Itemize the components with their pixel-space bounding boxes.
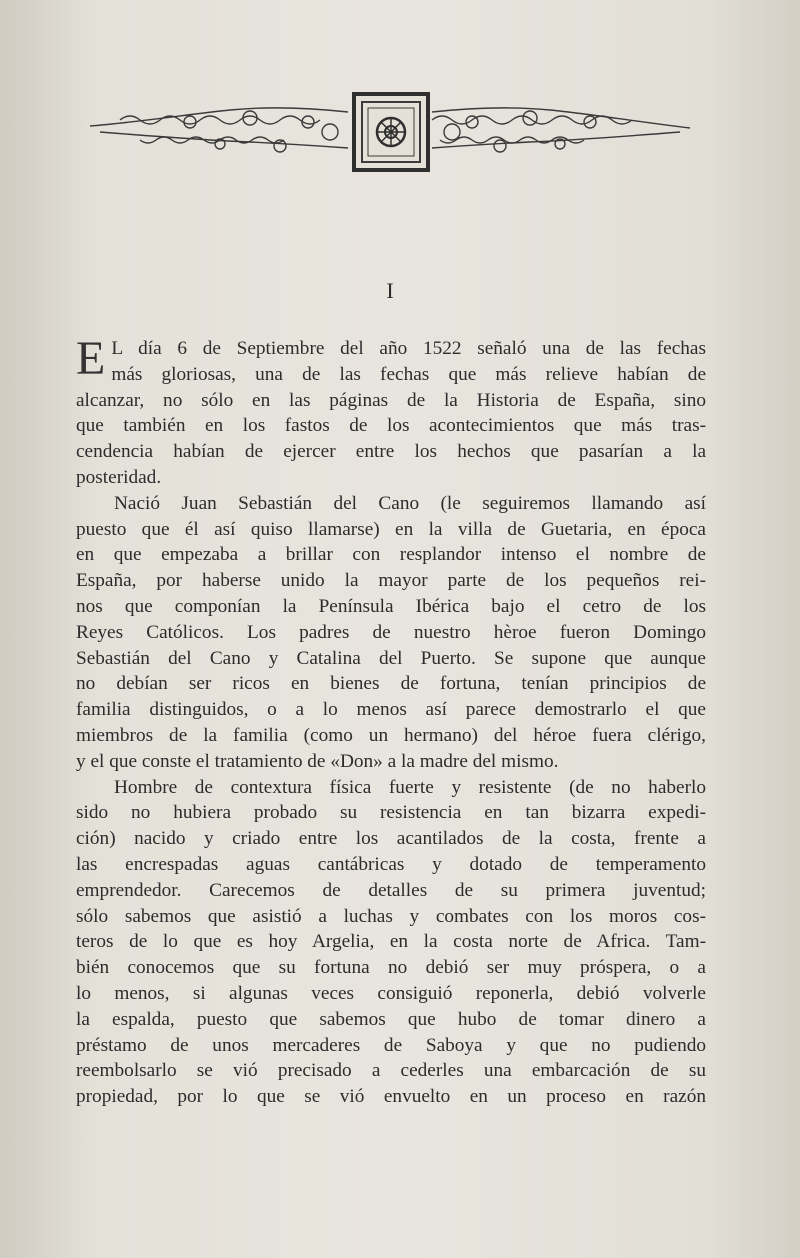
body-text (76, 332, 706, 1110)
text-line: teros de lo que es hoy Argelia, en la costa norte de Africa. Tam- (76, 931, 706, 953)
paragraph-2 (76, 491, 706, 775)
text-line: no debían ser ricos en bienes de fortuna, tenían principios de (76, 673, 706, 695)
paragraph-3 (76, 775, 706, 1110)
chapter-number: I (386, 278, 394, 303)
text-line: y el que conste el tratamiento de «Don» a la madre del mismo. (76, 750, 559, 772)
text-line: las encrespadas aguas cantábricas y dotado de temperamento (76, 853, 706, 875)
text-line: Sebastián del Cano y Catalina del Puerto. Se supone que aunque (76, 647, 706, 669)
paragraph-1 (76, 332, 706, 491)
text-line: puesto que él así quiso llamarse) en la villa de Guetaria, en época (76, 518, 706, 540)
text-line: alcanzar, no sólo en las páginas de la Historia de España, sino (76, 389, 706, 411)
text-line: préstamo de unos mercaderes de Saboya y que no pudiendo (76, 1034, 706, 1056)
text-line: lo menos, si algunas veces consiguió reponerla, debió volverle (76, 982, 706, 1004)
text-line: que también en los fastos de los acontecimientos que más tras- (76, 415, 706, 437)
text-line: en que empezaba a brillar con resplandor intenso el nombre de (76, 544, 706, 566)
text-line: L día 6 de Septiembre del año 1522 señaló una de las fechas (111, 338, 706, 359)
text-line: sido no hubiera probado su resistencia en tan bizarra expedi- (76, 802, 706, 824)
text-line: bién conocemos que su fortuna no debió ser muy próspera, o a (76, 957, 706, 979)
text-line: Hombre de contextura física fuerte y resistente (de no haberlo (114, 776, 706, 798)
text-line: cendencia habían de ejercer entre los hechos que pasarían a la (76, 441, 706, 463)
decorative-header-ornament (80, 92, 700, 172)
drop-cap: E (76, 332, 106, 385)
text-line: nos que componían la Península Ibérica bajo el cetro de los (76, 595, 706, 617)
text-line: emprendedor. Carecemos de detalles de su primera juventud; (76, 879, 706, 901)
text-line: Reyes Católicos. Los padres de nuestro hèroe fueron Domingo (76, 621, 706, 643)
text-line: la espalda, puesto que sabemos que hubo de tomar dinero a (76, 1008, 706, 1030)
text-line: Nació Juan Sebastián del Cano (le seguiremos llamando así (114, 492, 706, 514)
text-line: posteridad. (76, 466, 162, 488)
text-line: miembros de la familia (como un hermano) del héroe fuera clérigo, (76, 724, 706, 746)
text-line: ción) nacido y criado entre los acantilados de la costa, frente a (76, 828, 706, 850)
text-line: más gloriosas, una de las fechas que más relieve habían de (111, 363, 706, 385)
text-line: España, por haberse unido la mayor parte de los pequeños rei- (76, 570, 706, 592)
text-line: reembolsarlo se vió precisado a cederles una embarcación de su (76, 1060, 706, 1082)
text-line: sólo sabemos que asistió a luchas y combates con los moros cos- (76, 905, 706, 927)
text-line: propiedad, por lo que se vió envuelto en un proceso en razón (76, 1086, 706, 1108)
text-line: familia distinguidos, o a lo menos así parece demostrarlo el que (76, 699, 706, 721)
